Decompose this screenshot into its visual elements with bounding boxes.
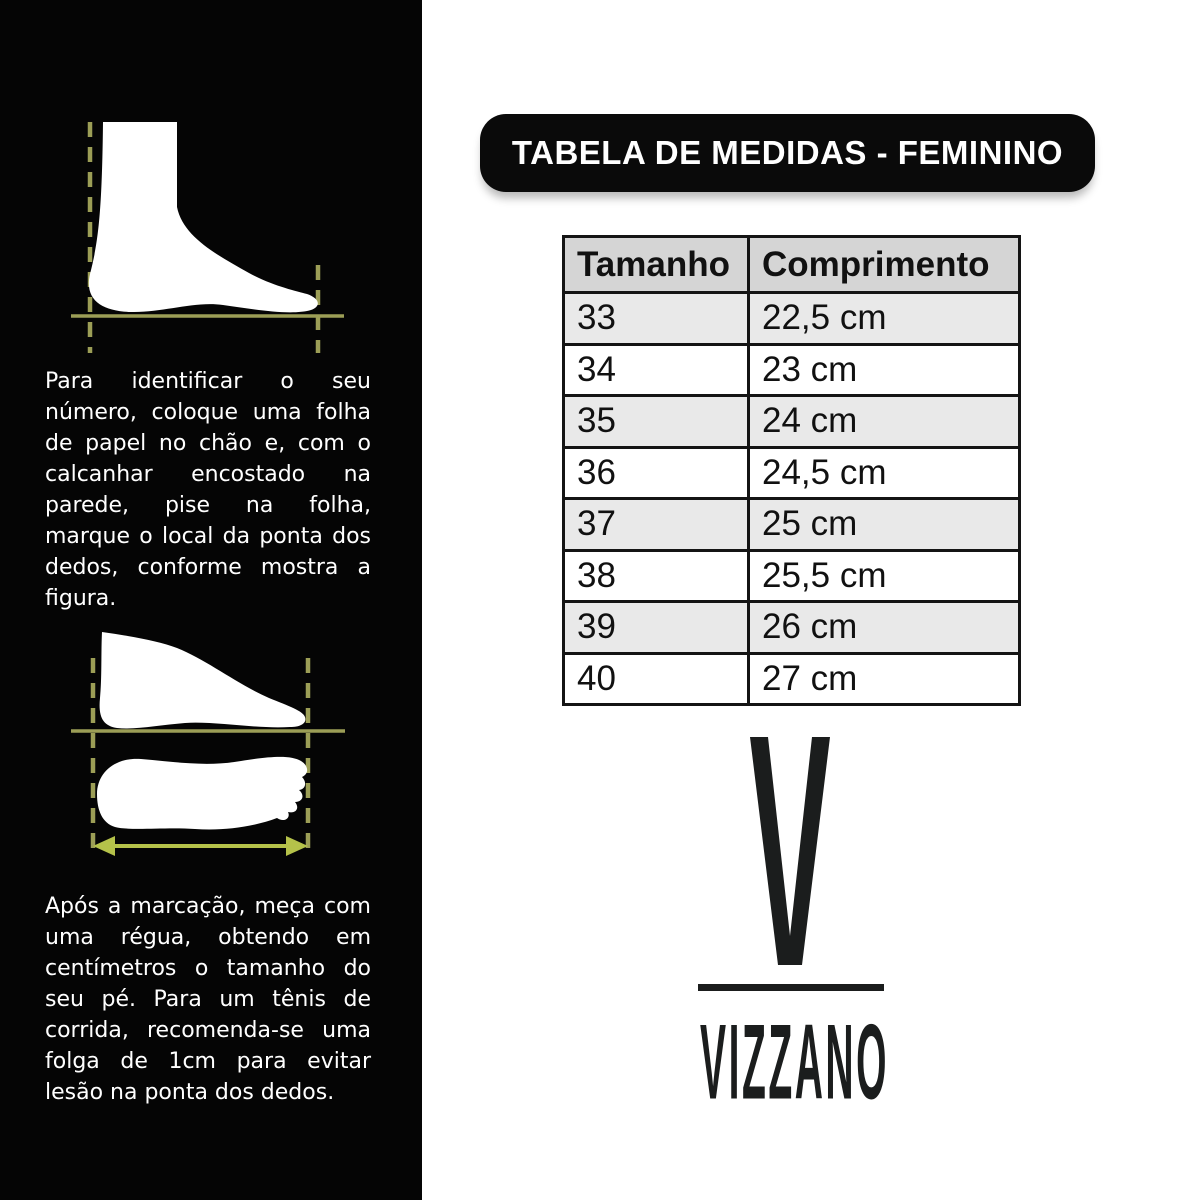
length-cell: 22,5 cm bbox=[749, 293, 1020, 345]
length-cell: 27 cm bbox=[749, 653, 1020, 705]
vizzano-monogram-icon bbox=[745, 737, 839, 965]
length-cell: 25,5 cm bbox=[749, 550, 1020, 602]
size-cell: 39 bbox=[564, 602, 749, 654]
size-cell: 37 bbox=[564, 499, 749, 551]
size-cell: 34 bbox=[564, 344, 749, 396]
table-row bbox=[564, 550, 1020, 602]
logo-divider bbox=[698, 984, 884, 991]
foot-side-icon bbox=[89, 122, 318, 312]
header-length: Comprimento bbox=[749, 237, 1020, 293]
size-cell: 36 bbox=[564, 447, 749, 499]
foot-length-measure-icon bbox=[55, 598, 375, 880]
table-row bbox=[564, 602, 1020, 654]
instructions-bottom: Após a marcação, meça com uma régua, obtendo em centímetros o tamanho do seu pé. Para um tênis de corrida, recomenda-se uma folga de 1cm para evitar lesão na ponta dos dedos. bbox=[45, 894, 371, 1105]
foot-side-measure-icon bbox=[55, 95, 375, 367]
size-cell: 35 bbox=[564, 396, 749, 448]
length-cell: 24 cm bbox=[749, 396, 1020, 448]
table-header-row bbox=[564, 237, 1020, 293]
table-row bbox=[564, 499, 1020, 551]
brand-wordmark: VIZZANO bbox=[700, 1003, 890, 1123]
size-cell: 33 bbox=[564, 293, 749, 345]
page-title: TABELA DE MEDIDAS - FEMININO bbox=[511, 134, 1064, 171]
size-table bbox=[562, 235, 1021, 706]
length-cell: 25 cm bbox=[749, 499, 1020, 551]
sidebar bbox=[0, 0, 422, 1200]
foot-side-icon bbox=[100, 632, 306, 728]
title-pill bbox=[480, 114, 1095, 192]
table-row bbox=[564, 653, 1020, 705]
instructions-top: Para identificar o seu número, coloque uma folha de papel no chão e, com o calcanhar encostado na parede, pise na folha, marque o local da ponta dos dedos, conforme mostra a figura. bbox=[45, 369, 371, 611]
length-cell: 23 cm bbox=[749, 344, 1020, 396]
header-size: Tamanho bbox=[564, 237, 749, 293]
foot-print-icon bbox=[97, 757, 307, 830]
measure-arrow-icon bbox=[93, 836, 308, 856]
table-row bbox=[564, 396, 1020, 448]
table-row bbox=[564, 344, 1020, 396]
table-row bbox=[564, 447, 1020, 499]
length-cell: 24,5 cm bbox=[749, 447, 1020, 499]
length-cell: 26 cm bbox=[749, 602, 1020, 654]
table-row bbox=[564, 293, 1020, 345]
size-cell: 38 bbox=[564, 550, 749, 602]
size-cell: 40 bbox=[564, 653, 749, 705]
